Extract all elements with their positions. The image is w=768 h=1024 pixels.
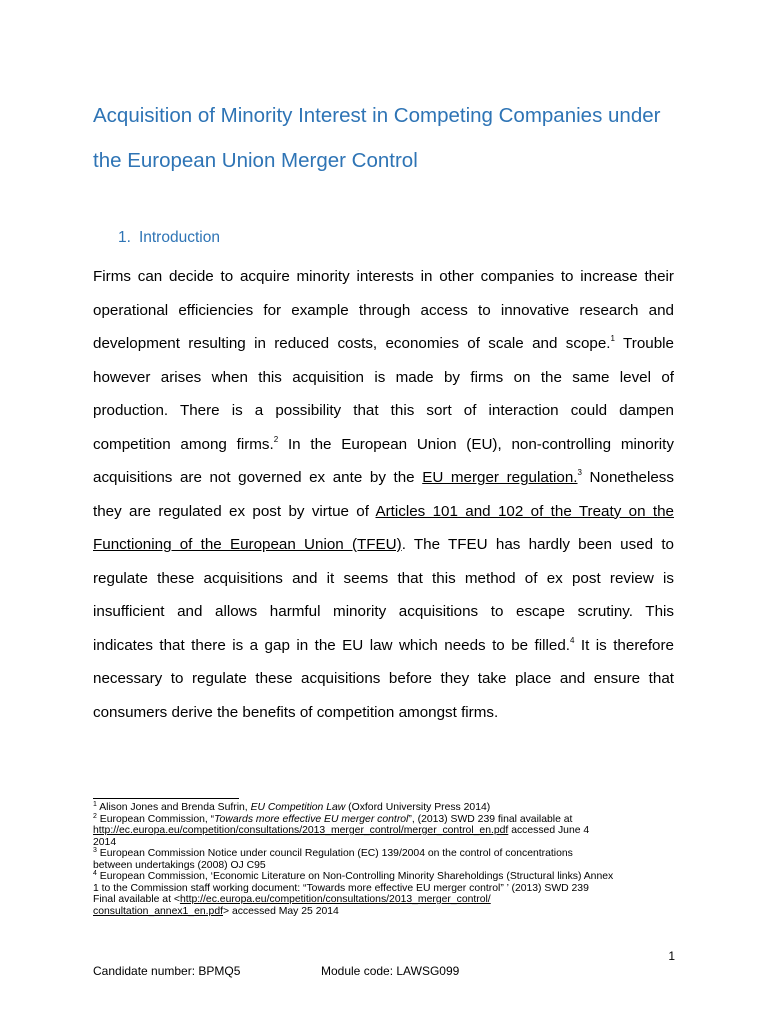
text: . The TFEU has hardly been used to [401,536,674,553]
document-title-italic: Towards more effective EU merger control [214,813,409,825]
candidate-number: Candidate number: BPMQ5 [93,964,241,978]
footnote-4-cont [93,894,683,906]
text-line [93,327,674,361]
text-line [93,495,674,529]
annex-url-link-cont[interactable]: consultation_annex1_en.pdf [93,905,223,917]
text-line: however arises when this acquisition is made by firms on the same level of [93,368,674,386]
section-heading [118,229,220,247]
footnote-2-cont [93,825,683,837]
text-line: necessary to regulate these acquisitions before they take place and ensure that [93,670,674,687]
footnote-ref[interactable]: 3 [577,468,582,477]
section-label: Introduction [138,229,220,246]
module-code: Module code: LAWSG099 [321,964,460,978]
title-line: the European Union Merger Control [93,149,418,172]
text-line: regulate these acquisitions and it seems that this method of ex post review is [93,569,674,587]
footnote-4-cont [93,906,683,918]
text-line: operational efficiencies for example through access to innovative research and [93,301,674,319]
footnote-4-cont: 1 to the Commission staff working document: “Towards more effective EU merger control” ’ (2013) SWD 239 [93,882,589,894]
text: (Oxford University Press 2014) [345,802,491,813]
footnote-ref[interactable]: 4 [570,635,575,645]
text: indicates that there is a gap in the EU law which needs to be filled. [93,636,570,654]
text: accessed June 4 [508,825,590,836]
footnote-number: 1 [93,801,97,808]
book-title: EU Competition Law [250,802,346,813]
text: In the European Union (EU), non-controlling minority [278,435,674,453]
eu-merger-regulation-link[interactable]: EU merger regulation. [422,469,578,486]
footnote-ref[interactable]: 2 [273,434,279,444]
text: ”, (2013) SWD 239 final available at [408,813,573,825]
footnote-1 [93,802,683,814]
text: Nonetheless [581,469,674,486]
tfeu-link[interactable]: Functioning of the European Union (TFEU) [93,536,402,553]
text: development resulting in reduced costs, economies of scale and scope. [93,335,611,352]
document-title [93,93,678,183]
text-line [93,629,674,663]
text: they are regulated ex post by virtue of [93,502,376,520]
text: European Commission Notice under council Regulation (EC) 139/2004 on the control of concentrations [96,848,573,859]
footnote-ref[interactable]: 1 [610,334,615,343]
text: > accessed May 25 2014 [223,905,339,917]
section-number: 1. [118,229,131,246]
body-paragraph [93,260,674,729]
text-line: Firms can decide to acquire minority interests in other companies to increase their [93,268,674,285]
footnote-3-cont: between undertakings (2008) OJ C95 [93,859,266,871]
annex-url-link[interactable]: http://ec.europa.eu/competition/consultations/2013_merger_control/ [179,894,491,905]
text: It is therefore [574,636,674,654]
text: European Commission, “ [96,813,215,825]
merger-control-url-link[interactable]: http://ec.europa.eu/competition/consultations/2013_merger_control/merger_control_en.pdf [93,825,509,836]
text: acquisitions are not governed ex ante by the [93,469,423,486]
footnote-number: 2 [93,812,97,820]
footnote-separator [93,798,239,799]
page-number: 1 [668,949,675,963]
tfeu-articles-link[interactable]: Articles 101 and 102 of the Treaty on the [375,502,674,520]
text: Trouble [614,335,674,352]
footnote-number: 3 [93,847,97,854]
footnotes [93,802,683,917]
text-line [93,461,674,495]
text-line [93,428,674,462]
text: Final available at < [93,894,180,905]
text-line: insufficient and allows harmful minority acquisitions to escape scrutiny. This [93,603,674,620]
footnote-4 [93,871,683,883]
text-line [93,528,674,562]
footnote-3 [93,848,683,860]
text: European Commission, ‘Economic Literature on Non-Controlling Minority Shareholdings (Structural links) Annex [96,871,614,882]
footnote-2-cont: 2014 [93,836,117,848]
text-line: consumers derive the benefits of competition amongst firms. [93,703,499,721]
title-line: Acquisition of Minority Interest in Competing Companies under [93,104,661,127]
footnote-2 [93,814,683,826]
text: Alison Jones and Brenda Sufrin, [96,802,251,813]
text-line: production. There is a possibility that this sort of interaction could dampen [93,402,674,419]
page-footer [93,964,459,978]
text: competition among firms. [93,435,274,453]
footnote-number: 4 [93,870,97,877]
